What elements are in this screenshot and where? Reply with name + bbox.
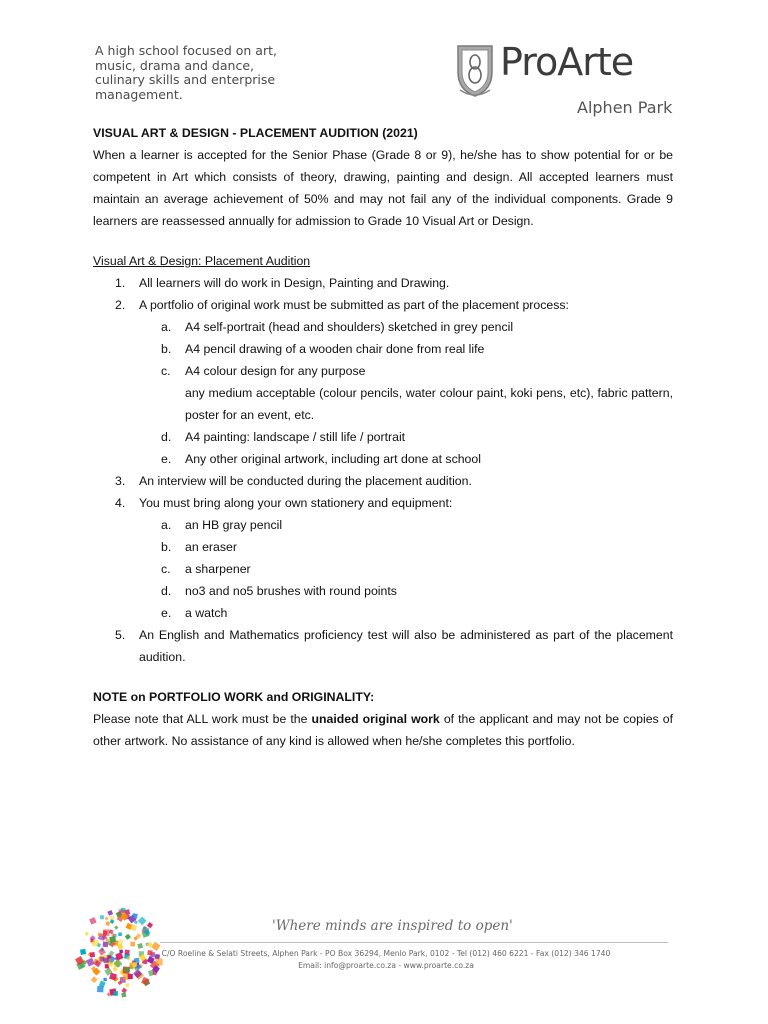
mosaic-tile	[105, 921, 110, 926]
note-heading: NOTE on PORTFOLIO WORK and ORIGINALITY:	[93, 690, 375, 704]
sublist-item-text: A4 pencil drawing of a wooden chair done from real life	[185, 342, 485, 356]
mosaic-tile	[80, 949, 86, 955]
list-item	[93, 272, 673, 294]
list-item-text: All learners will do work in Design, Painting and Drawing.	[139, 276, 450, 290]
mosaic-tile	[118, 933, 122, 937]
footer-contact: Email: info@proarte.co.za - www.proarte.co.za	[298, 961, 474, 970]
mosaic-tile	[107, 910, 113, 916]
document-title: VISUAL ART & DESIGN - PLACEMENT AUDITION (2021)	[93, 126, 418, 140]
sublist-letter: b.	[161, 540, 172, 554]
mosaic-tile	[109, 936, 116, 943]
sublist-item	[139, 316, 673, 338]
mosaic-tile	[106, 939, 109, 942]
mosaic-tile	[121, 992, 126, 997]
mosaic-tile	[103, 978, 107, 982]
note-emphasis: unaided original work	[311, 712, 440, 726]
sublist-letter: d.	[161, 584, 172, 598]
list-item-text: An interview will be conducted during the placement audition.	[139, 474, 472, 488]
sublist-letter: e.	[161, 606, 172, 620]
sublist-item	[139, 580, 673, 602]
list-number: 3.	[115, 474, 126, 488]
logo-subtitle: Alphen Park	[577, 98, 673, 117]
mosaic-tile	[91, 976, 98, 983]
mosaic-tile	[104, 916, 108, 920]
mosaic-tile	[121, 988, 127, 994]
portfolio-sublist	[139, 316, 673, 470]
list-number: 1.	[115, 276, 126, 290]
mosaic-tile	[114, 925, 118, 929]
sublist-item-text: a watch	[185, 606, 228, 620]
mosaic-tile	[132, 913, 138, 919]
sublist-item-text: an eraser	[185, 540, 237, 554]
list-item-text: You must bring along your own stationery and equipment:	[139, 496, 453, 510]
list-item-text: An English and Mathematics proficiency test will also be administered as part of the placement audition.	[139, 628, 673, 664]
logo-name: ProArte	[500, 40, 634, 84]
mosaic-tile	[99, 957, 104, 962]
sublist-item	[139, 360, 673, 426]
mosaic-tile	[126, 983, 130, 987]
footer-divider	[160, 942, 668, 943]
list-number: 2.	[115, 298, 126, 312]
mosaic-tile	[90, 952, 95, 957]
mosaic-tile	[100, 915, 104, 919]
note-paragraph	[93, 708, 673, 752]
mosaic-tile	[138, 917, 147, 926]
mosaic-tile	[98, 933, 102, 937]
sublist-item-text: A4 self-portrait (head and shoulders) sketched in grey pencil	[185, 320, 514, 334]
mosaic-tile	[124, 950, 129, 955]
list-item	[93, 470, 673, 492]
school-logo	[456, 42, 686, 122]
sublist-item	[139, 338, 673, 360]
footer-slogan: 'Where minds are inspired to open'	[272, 918, 513, 934]
mosaic-tile	[125, 934, 131, 940]
sublist-letter: c.	[161, 364, 171, 378]
mosaic-tile	[103, 929, 110, 936]
sublist-item-detail: any medium acceptable (colour pencils, water colour paint, koki pens, etc), fabric pattern, poster for an event, etc.	[185, 386, 673, 422]
sublist-item-text: A4 painting: landscape / still life / portrait	[185, 430, 406, 444]
mosaic-tile	[89, 917, 96, 924]
mosaic-tile	[147, 922, 153, 928]
list-number: 5.	[115, 628, 126, 642]
mosaic-tile	[117, 943, 123, 949]
school-tagline: A high school focused on art, music, drama and dance, culinary skills and enterprise management.	[95, 43, 277, 102]
note-text-end: of the applicant and may not be copies of other artwork. No assistance of any kind is allowed when he/she completes this portfolio.	[93, 712, 673, 748]
sublist-item-text: A4 colour design for any purpose	[185, 364, 366, 378]
mosaic-tile	[137, 943, 143, 949]
mosaic-tile	[113, 967, 118, 972]
sublist-item	[139, 558, 673, 580]
sublist-item	[139, 448, 673, 470]
document-body	[93, 122, 673, 752]
sublist-letter: c.	[161, 562, 171, 576]
mosaic-tile	[128, 974, 133, 979]
sublist-letter: e.	[161, 452, 172, 466]
sublist-item	[139, 514, 673, 536]
footer-address: C/O Roeline & Selati Streets, Alphen Park - PO Box 36294, Menlo Park, 0102 - Tel (012) 460 6221 - Fax (012) 346 1740	[161, 949, 611, 958]
list-item	[93, 492, 673, 624]
list-item-text: A portfolio of original work must be submitted as part of the placement process:	[139, 298, 569, 312]
sublist-item-text: no3 and no5 brushes with round points	[185, 584, 397, 598]
sublist-letter: a.	[161, 518, 172, 532]
sublist-letter: b.	[161, 342, 172, 356]
mosaic-tile	[147, 950, 152, 955]
list-item	[93, 624, 673, 668]
mosaic-tile	[113, 991, 118, 996]
sublist-item-text: an HB gray pencil	[185, 518, 283, 532]
mosaic-tile	[85, 932, 88, 935]
mosaic-tile	[143, 927, 147, 931]
mosaic-tile	[119, 950, 123, 954]
sublist-item-text: Any other original artwork, including art done at school	[185, 452, 481, 466]
equipment-sublist	[139, 514, 673, 624]
intro-paragraph: When a learner is accepted for the Senior Phase (Grade 8 or 9), he/she has to show potential for or be competent in Art which consists of theory, drawing, painting and design. All accepted learners must maintain an average achievement of 50% and may not fail any of the individual components. Grade 9 learners are reassessed annually for admission to Grade 10 Visual Art or Design.	[93, 148, 673, 228]
sublist-letter: a.	[161, 320, 172, 334]
note-text-start: Please note that ALL work must be the	[93, 712, 312, 726]
list-item	[93, 294, 673, 470]
sublist-item	[139, 602, 673, 624]
crest-icon	[456, 42, 494, 98]
sublist-item	[139, 536, 673, 558]
mosaic-tile	[130, 942, 135, 947]
requirements-list	[93, 272, 673, 668]
sublist-item	[139, 426, 673, 448]
mosaic-tile	[92, 940, 99, 947]
section-subheading: Visual Art & Design: Placement Audition	[93, 254, 311, 268]
colorful-head-artwork	[68, 900, 168, 1012]
sublist-item-text: a sharpener	[185, 562, 251, 576]
mosaic-tile	[86, 958, 95, 967]
list-number: 4.	[115, 496, 126, 510]
sublist-letter: d.	[161, 430, 172, 444]
